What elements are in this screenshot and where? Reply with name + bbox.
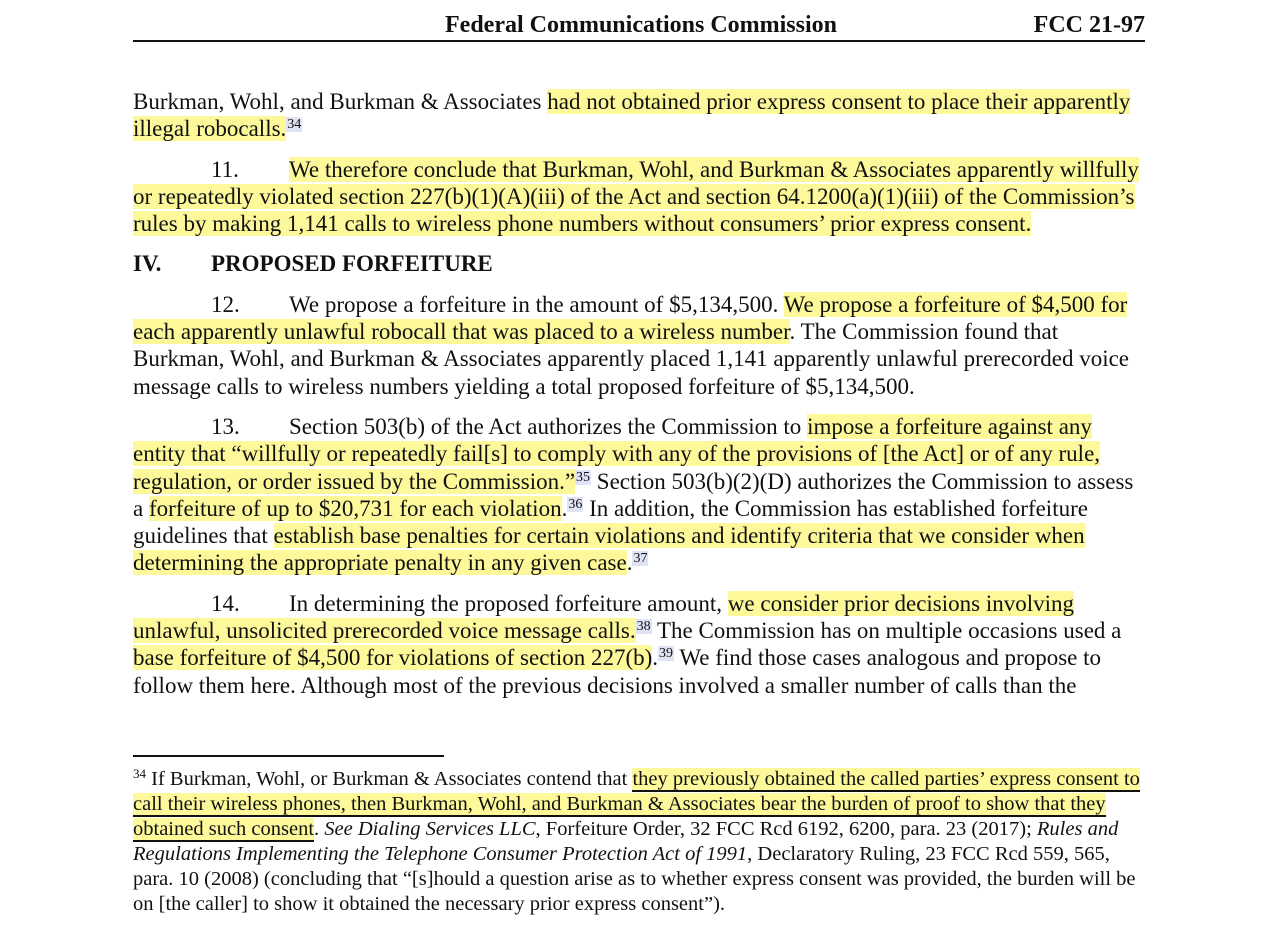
- highlighted-text: had not obtained prior express consent to place their apparently illegal robocalls.: [133, 89, 1131, 142]
- text-run: , Declaratory Ruling, 23 FCC Rcd 559, 565, para. 10 (2008) (concluding that “[s]hould a question arise as to whether express consent was provided, the burden will be on [the caller] to show it obtained the necessary prior express consent”).: [133, 843, 1136, 915]
- text-run: The Commission has on multiple occasions used a: [651, 618, 1122, 644]
- highlighted-underlined-text: they previously obtained the called parties’ express consent to call their wireless phones, then Burkman, Wohl, and Burkman & Associates bear the burden of proof to show that they obtained such consent: [133, 768, 1140, 840]
- text-run: In determining the proposed forfeiture amount,: [289, 590, 728, 616]
- highlighted-text: we consider prior decisions involving unlawful, unsolicited prerecorded voice message calls.: [133, 590, 1075, 644]
- highlighted-text: forfeiture of up to $20,731 for each violation: [148, 495, 562, 521]
- paragraph-12: [133, 291, 1145, 400]
- footnote-separator: [133, 755, 444, 757]
- text-run: Section 503(b) of the Act authorizes the Commission to: [289, 413, 808, 439]
- paragraph-11: [133, 156, 1145, 238]
- paragraph-number: 13.: [211, 413, 240, 439]
- text-run: We propose a forfeiture in the amount of $5,134,500.: [289, 291, 784, 317]
- footnote-ref-37[interactable]: 37: [633, 551, 648, 567]
- text-run: Section 503(b)(2)(D) authorizes the Commission to assess a: [133, 468, 1134, 521]
- highlighted-text: establish base penalties for certain violations and identify criteria that we consider when determining the appropriate penalty in any given case: [133, 523, 1085, 576]
- text-run: . The Commission found that Burkman, Wohl, and Burkman & Associates apparently placed 1,141 apparently unlawful prerecorded voice message calls to wireless numbers yielding a total proposed forfeiture of $5,134,500.: [133, 319, 1130, 399]
- highlighted-text: We propose a forfeiture of $4,500 for each apparently unlawful robocall that was placed to a wireless number: [133, 291, 1128, 345]
- paragraph-number: 14.: [211, 590, 240, 616]
- page-header: [133, 10, 1145, 42]
- case-citation: See Dialing Services LLC: [324, 818, 536, 840]
- footnote-ref-38[interactable]: 38: [636, 619, 651, 635]
- footnote-34: [133, 767, 1145, 917]
- continued-paragraph: [133, 88, 1145, 143]
- text-run: .: [652, 645, 659, 671]
- text-run: Burkman, Wohl, and Burkman & Associates: [133, 89, 548, 114]
- paragraph-number: 12.: [211, 291, 240, 317]
- agency-name: Federal Communications Commission: [445, 12, 837, 38]
- document-id: FCC 21-97: [1033, 12, 1145, 38]
- section-numeral: IV.: [133, 251, 162, 277]
- highlighted-text: impose a forfeiture against any entity that “willfully or repeatedly fail[s] to comply with any of the provisions of [the Act] or of any rule, regulation, or order issued by the Commission.”: [133, 413, 1101, 494]
- section-title: PROPOSED FORFEITURE: [211, 251, 493, 277]
- body-text: [133, 88, 1145, 712]
- text-run: In addition, the Commission has established forfeiture guidelines that: [133, 495, 1088, 549]
- highlighted-text: We therefore conclude that Burkman, Wohl, and Burkman & Associates apparently willfully or repeatedly violated section 227(b)(1)(A)(iii) of the Act and section 64.1200(a)(1)(iii) of the Commission’s rules by making 1,141 calls to wireless phone numbers without consumers’ prior express consent.: [133, 156, 1139, 237]
- footnote-ref-39[interactable]: 39: [659, 646, 674, 662]
- footnote-ref-36[interactable]: 36: [568, 496, 583, 512]
- footnote-mark: 34: [133, 766, 146, 781]
- text-run: .: [314, 818, 325, 840]
- footnote-ref-34[interactable]: 34: [287, 117, 302, 133]
- rule-citation: Rules and Regulations Implementing the Telephone Consumer Protection Act of 1991: [133, 818, 1119, 865]
- paragraph-13: [133, 413, 1145, 577]
- text-run: If Burkman, Wohl, or Burkman & Associates contend that: [146, 768, 633, 790]
- footnote-ref-35[interactable]: 35: [576, 469, 591, 485]
- paragraph-number: 11.: [211, 156, 239, 182]
- text-run: , Forfeiture Order, 32 FCC Rcd 6192, 6200, para. 23 (2017);: [535, 818, 1037, 840]
- section-heading: [133, 250, 1145, 277]
- paragraph-14: [133, 590, 1145, 699]
- text-run: We find those cases analogous and propose to follow them here. Although most of the previous decisions involved a smaller number of calls than the: [133, 645, 1101, 698]
- text-run: .: [626, 550, 633, 576]
- text-run: .: [561, 495, 568, 521]
- highlighted-text: base forfeiture of $4,500 for violations of section 227(b): [133, 645, 653, 671]
